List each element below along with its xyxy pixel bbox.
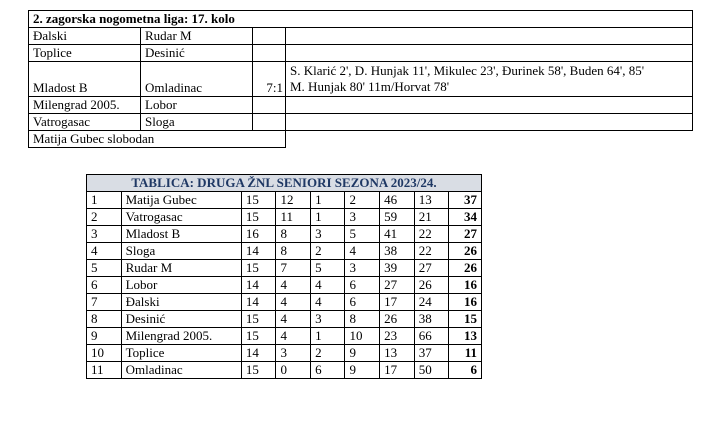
wins: 7 bbox=[276, 260, 311, 277]
losses: 6 bbox=[345, 277, 380, 294]
losses: 4 bbox=[345, 243, 380, 260]
wins: 4 bbox=[276, 277, 311, 294]
goals-for: 46 bbox=[380, 192, 415, 209]
losses: 3 bbox=[345, 260, 380, 277]
losses: 8 bbox=[345, 311, 380, 328]
goals-against: 50 bbox=[414, 362, 449, 379]
points: 15 bbox=[449, 311, 482, 328]
team-name: Vatrogasac bbox=[121, 209, 241, 226]
points: 16 bbox=[449, 294, 482, 311]
position: 4 bbox=[87, 243, 122, 260]
home-team: Milengrad 2005. bbox=[29, 97, 141, 114]
goals-for: 41 bbox=[380, 226, 415, 243]
points: 6 bbox=[449, 362, 482, 379]
goals-for: 38 bbox=[380, 243, 415, 260]
match-results-table bbox=[28, 10, 693, 148]
draws: 1 bbox=[311, 328, 345, 345]
team-name: Desinić bbox=[121, 311, 241, 328]
goals-against: 24 bbox=[414, 294, 449, 311]
points: 27 bbox=[449, 226, 482, 243]
goals-against: 37 bbox=[414, 345, 449, 362]
standings-row bbox=[87, 260, 482, 277]
match-row bbox=[29, 28, 693, 45]
wins: 12 bbox=[276, 192, 311, 209]
points: 13 bbox=[449, 328, 482, 345]
scorers-line: S. Klarić 2', D. Hunjak 11', Mikulec 23', Đurinek 58', Buden 64', 85' bbox=[290, 63, 645, 78]
goals-against: 13 bbox=[414, 192, 449, 209]
played: 15 bbox=[241, 328, 276, 345]
match-row bbox=[29, 45, 693, 62]
match-score bbox=[253, 45, 286, 62]
position: 1 bbox=[87, 192, 122, 209]
played: 15 bbox=[241, 311, 276, 328]
played: 14 bbox=[241, 243, 276, 260]
points: 34 bbox=[449, 209, 482, 226]
played: 15 bbox=[241, 209, 276, 226]
goals-against: 38 bbox=[414, 311, 449, 328]
standings-row bbox=[87, 209, 482, 226]
goals-for: 59 bbox=[380, 209, 415, 226]
losses: 3 bbox=[345, 209, 380, 226]
losses: 9 bbox=[345, 362, 380, 379]
standings-row bbox=[87, 345, 482, 362]
position: 9 bbox=[87, 328, 122, 345]
goals-for: 23 bbox=[380, 328, 415, 345]
played: 15 bbox=[241, 192, 276, 209]
match-scorers bbox=[286, 97, 693, 114]
played: 15 bbox=[241, 260, 276, 277]
standings-row bbox=[87, 362, 482, 379]
standings-row bbox=[87, 243, 482, 260]
losses: 2 bbox=[345, 192, 380, 209]
wins: 4 bbox=[276, 328, 311, 345]
team-name: Đalski bbox=[121, 294, 241, 311]
position: 10 bbox=[87, 345, 122, 362]
standings-row bbox=[87, 311, 482, 328]
played: 14 bbox=[241, 277, 276, 294]
points: 37 bbox=[449, 192, 482, 209]
wins: 4 bbox=[276, 311, 311, 328]
standings-row bbox=[87, 192, 482, 209]
played: 14 bbox=[241, 345, 276, 362]
team-name: Lobor bbox=[121, 277, 241, 294]
standings-row bbox=[87, 294, 482, 311]
losses: 5 bbox=[345, 226, 380, 243]
points: 16 bbox=[449, 277, 482, 294]
away-team: Lobor bbox=[141, 97, 253, 114]
home-team: Vatrogasac bbox=[29, 114, 141, 131]
standings-row bbox=[87, 277, 482, 294]
position: 3 bbox=[87, 226, 122, 243]
away-team: Rudar M bbox=[141, 28, 253, 45]
goals-against: 26 bbox=[414, 277, 449, 294]
played: 14 bbox=[241, 294, 276, 311]
points: 26 bbox=[449, 260, 482, 277]
goals-for: 27 bbox=[380, 277, 415, 294]
goals-for: 13 bbox=[380, 345, 415, 362]
match-score: 7:1 bbox=[253, 62, 286, 97]
draws: 3 bbox=[311, 226, 345, 243]
draws: 6 bbox=[311, 362, 345, 379]
away-team: Omladinac bbox=[141, 62, 253, 97]
position: 2 bbox=[87, 209, 122, 226]
goals-against: 22 bbox=[414, 226, 449, 243]
match-score bbox=[253, 114, 286, 131]
goals-against: 21 bbox=[414, 209, 449, 226]
losses: 9 bbox=[345, 345, 380, 362]
match-scorers bbox=[286, 28, 693, 45]
goals-for: 26 bbox=[380, 311, 415, 328]
draws: 3 bbox=[311, 311, 345, 328]
match-scorers bbox=[286, 114, 693, 131]
team-name: Omladinac bbox=[121, 362, 241, 379]
position: 6 bbox=[87, 277, 122, 294]
away-team: Sloga bbox=[141, 114, 253, 131]
team-name: Sloga bbox=[121, 243, 241, 260]
wins: 8 bbox=[276, 243, 311, 260]
home-team: Mladost B bbox=[29, 62, 141, 97]
draws: 1 bbox=[311, 192, 345, 209]
goals-for: 17 bbox=[380, 294, 415, 311]
match-row bbox=[29, 62, 693, 97]
wins: 0 bbox=[276, 362, 311, 379]
wins: 11 bbox=[276, 209, 311, 226]
draws: 5 bbox=[311, 260, 345, 277]
wins: 8 bbox=[276, 226, 311, 243]
home-team: Toplice bbox=[29, 45, 141, 62]
draws: 1 bbox=[311, 209, 345, 226]
draws: 4 bbox=[311, 294, 345, 311]
position: 11 bbox=[87, 362, 122, 379]
away-team: Desinić bbox=[141, 45, 253, 62]
draws: 4 bbox=[311, 277, 345, 294]
match-score bbox=[253, 97, 286, 114]
match-row bbox=[29, 114, 693, 131]
standings-table bbox=[86, 174, 482, 379]
match-row bbox=[29, 97, 693, 114]
goals-against: 27 bbox=[414, 260, 449, 277]
wins: 3 bbox=[276, 345, 311, 362]
match-score bbox=[253, 28, 286, 45]
draws: 2 bbox=[311, 345, 345, 362]
round-title: 2. zagorska nogometna liga: 17. kolo bbox=[29, 11, 693, 28]
home-team: Đalski bbox=[29, 28, 141, 45]
losses: 6 bbox=[345, 294, 380, 311]
goals-for: 39 bbox=[380, 260, 415, 277]
wins: 4 bbox=[276, 294, 311, 311]
scorers-line: M. Hunjak 80' 11m/Horvat 78' bbox=[290, 79, 450, 94]
match-scorers bbox=[286, 45, 693, 62]
team-name: Matija Gubec bbox=[121, 192, 241, 209]
draws: 2 bbox=[311, 243, 345, 260]
team-name: Toplice bbox=[121, 345, 241, 362]
match-scorers bbox=[286, 62, 693, 97]
standings-row bbox=[87, 226, 482, 243]
points: 26 bbox=[449, 243, 482, 260]
goals-for: 17 bbox=[380, 362, 415, 379]
team-name: Mladost B bbox=[121, 226, 241, 243]
team-name: Milengrad 2005. bbox=[121, 328, 241, 345]
standings-caption: TABLICA: DRUGA ŽNL SENIORI SEZONA 2023/24. bbox=[87, 175, 482, 192]
goals-against: 66 bbox=[414, 328, 449, 345]
position: 7 bbox=[87, 294, 122, 311]
position: 5 bbox=[87, 260, 122, 277]
played: 16 bbox=[241, 226, 276, 243]
position: 8 bbox=[87, 311, 122, 328]
standings-row bbox=[87, 328, 482, 345]
team-name: Rudar M bbox=[121, 260, 241, 277]
played: 15 bbox=[241, 362, 276, 379]
points: 11 bbox=[449, 345, 482, 362]
goals-against: 22 bbox=[414, 243, 449, 260]
free-team-note: Matija Gubec slobodan bbox=[29, 131, 286, 148]
losses: 10 bbox=[345, 328, 380, 345]
